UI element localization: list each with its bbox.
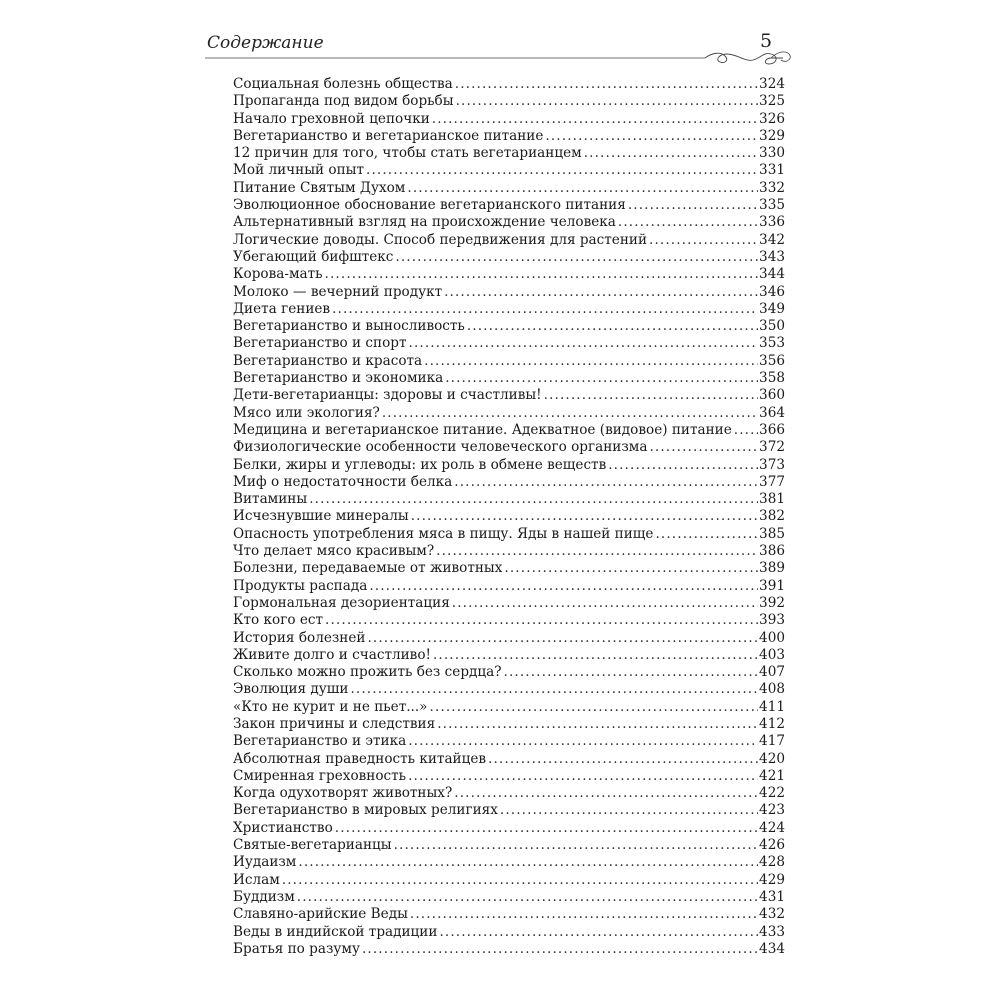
- toc-entry[interactable]: [233, 820, 785, 837]
- toc-entry-title: Альтернативный взгляд на происхождение человека: [233, 214, 616, 231]
- toc-dot-leader: [504, 560, 758, 577]
- toc-dot-leader: [411, 508, 758, 525]
- toc-dot-leader: [332, 301, 758, 318]
- toc-entry-page: 391: [759, 577, 785, 594]
- toc-entry-page: 422: [759, 785, 785, 802]
- running-header-title: Содержание: [207, 33, 324, 53]
- toc-entry-page: 372: [759, 439, 785, 456]
- toc-entry-title: Христианство: [233, 819, 333, 836]
- toc-dot-leader: [608, 457, 758, 474]
- toc-entry[interactable]: [233, 595, 785, 612]
- toc-dot-leader: [335, 820, 758, 837]
- toc-dot-leader: [409, 335, 759, 352]
- toc-entry[interactable]: [233, 249, 785, 266]
- toc-dot-leader: [456, 93, 758, 110]
- toc-entry-page: 329: [759, 127, 785, 144]
- toc-entry-page: 389: [759, 560, 785, 577]
- toc-entry-page: 358: [759, 370, 785, 387]
- toc-entry-page: 364: [759, 404, 785, 421]
- toc-entry-title: Эволюция души: [233, 681, 349, 698]
- toc-entry-title: Продукты распада: [233, 577, 368, 594]
- toc-entry-title: Веды в индийской традиции: [233, 923, 438, 940]
- toc-entry-page: 324: [759, 76, 785, 92]
- toc-entry-page: 350: [759, 318, 785, 335]
- toc-entry[interactable]: [233, 491, 785, 508]
- toc-entry[interactable]: [233, 837, 785, 854]
- toc-entry-title: Дети-вегетарианцы: здоровы и счастливы!: [233, 387, 542, 404]
- toc-entry-title: Корова-мать: [233, 266, 323, 283]
- toc-entry[interactable]: [233, 439, 785, 456]
- toc-dot-leader: [436, 543, 758, 560]
- toc-entry-page: 417: [759, 733, 785, 750]
- toc-entry-page: 386: [759, 543, 785, 560]
- toc-entry-title: Пропаганда под видом борьбы: [233, 93, 454, 110]
- toc-entry[interactable]: [233, 301, 785, 318]
- toc-entry-page: 411: [759, 698, 785, 715]
- toc-entry-page: 366: [759, 421, 785, 438]
- toc-entry-title: Ислам: [233, 871, 280, 888]
- toc-entry[interactable]: [233, 578, 785, 595]
- toc-dot-leader: [432, 111, 758, 128]
- toc-entry[interactable]: [233, 508, 785, 525]
- toc-entry-page: 349: [759, 300, 785, 317]
- toc-entry-title: Эволюционное обоснование вегетарианского питания: [233, 197, 626, 214]
- toc-entry[interactable]: [233, 232, 785, 249]
- toc-entry-page: 382: [759, 508, 785, 525]
- toc-entry[interactable]: [233, 335, 785, 352]
- toc-entry-title: Братья по разуму: [233, 940, 360, 957]
- toc-entry-page: 331: [759, 162, 785, 179]
- toc-entry[interactable]: [233, 197, 785, 214]
- toc-entry-title: Убегающий бифштекс: [233, 248, 394, 265]
- toc-dot-leader: [437, 716, 758, 733]
- toc-entry-page: 326: [759, 110, 785, 127]
- toc-entry-title: Белки, жиры и углеводы: их роль в обмене веществ: [233, 456, 607, 473]
- toc-entry[interactable]: [233, 214, 785, 231]
- toc-entry-page: 393: [759, 612, 785, 629]
- toc-dot-leader: [584, 145, 758, 162]
- toc-entry-page: 392: [759, 594, 785, 611]
- toc-dot-leader: [309, 491, 758, 508]
- toc-dot-leader: [395, 249, 758, 266]
- toc-dot-leader: [433, 647, 758, 664]
- toc-entry-title: Иудаизм: [233, 854, 297, 871]
- toc-dot-leader: [366, 162, 758, 179]
- toc-dot-leader: [545, 128, 758, 145]
- toc-entry-page: 330: [759, 145, 785, 162]
- toc-dot-leader: [649, 439, 758, 456]
- toc-entry[interactable]: [233, 906, 785, 923]
- toc-entry[interactable]: [233, 612, 785, 629]
- toc-entry-page: 433: [759, 923, 785, 940]
- toc-entry-page: 325: [759, 93, 785, 110]
- toc-entry-title: Мясо или экология?: [233, 404, 380, 421]
- toc-entry-page: 428: [759, 854, 785, 871]
- toc-entry-title: Буддизм: [233, 888, 295, 905]
- toc-entry-title: Вегетарианство и экономика: [233, 370, 444, 387]
- toc-entry-title: Витамины: [233, 491, 308, 508]
- toc-entry-page: 360: [759, 387, 785, 404]
- toc-entry[interactable]: [233, 543, 785, 560]
- toc-entry-title: Болезни, передаваемые от животных: [233, 560, 503, 577]
- toc-entry[interactable]: [233, 284, 785, 301]
- toc-entry-page: 342: [759, 231, 785, 248]
- toc-entry-page: 429: [759, 871, 785, 888]
- toc-entry[interactable]: [233, 664, 785, 681]
- toc-entry[interactable]: [233, 76, 785, 93]
- toc-entry-title: Начало греховной цепочки: [233, 110, 430, 127]
- toc-entry-title: Сколько можно прожить без сердца?: [233, 664, 502, 681]
- toc-dot-leader: [410, 906, 758, 923]
- toc-dot-leader: [408, 733, 758, 750]
- toc-entry-page: 353: [759, 335, 785, 352]
- toc-dot-leader: [407, 180, 758, 197]
- toc-entry-title: Что делает мясо красивым?: [233, 543, 435, 560]
- toc-dot-leader: [424, 353, 758, 370]
- toc-entry[interactable]: [233, 733, 785, 750]
- toc-entry[interactable]: [233, 560, 785, 577]
- toc-entry-title: Вегетарианство в мировых религиях: [233, 802, 498, 819]
- toc-entry-title: Питание Святым Духом: [233, 179, 406, 196]
- toc-entry-page: 356: [759, 352, 785, 369]
- toc-dot-leader: [655, 526, 758, 543]
- toc-entry-page: 343: [759, 248, 785, 265]
- toc-entry-title: Смиренная греховность: [233, 767, 407, 784]
- toc-entry-title: Молоко — вечерний продукт: [233, 283, 443, 300]
- toc-entry[interactable]: [233, 162, 785, 179]
- toc-entry-title: Вегетарианство и выносливость: [233, 318, 465, 335]
- toc-entry-title: Вегетарианство и вегетарианское питание: [233, 127, 544, 144]
- toc-entry[interactable]: [233, 128, 785, 145]
- toc-entry-page: 408: [759, 681, 785, 698]
- toc-dot-leader: [504, 664, 759, 681]
- toc-entry[interactable]: [233, 924, 785, 941]
- toc-entry-title: Вегетарианство и этика: [233, 733, 407, 750]
- toc-dot-leader: [544, 387, 758, 404]
- toc-entry-page: 432: [759, 906, 785, 923]
- toc-dot-leader: [439, 924, 758, 941]
- toc-dot-leader: [444, 284, 758, 301]
- toc-entry-page: 381: [759, 491, 785, 508]
- toc-entry-page: 344: [759, 266, 785, 283]
- toc-entry-title: Социальная болезнь общества: [233, 76, 453, 92]
- toc-entry-title: Кто кого ест: [233, 612, 324, 629]
- toc-dot-leader: [430, 699, 759, 716]
- toc-entry-page: 385: [759, 525, 785, 542]
- toc-entry[interactable]: [233, 387, 785, 404]
- toc-entry-title: Святые-вегетарианцы: [233, 837, 392, 854]
- toc-entry-page: 403: [759, 646, 785, 663]
- toc-dot-leader: [382, 405, 758, 422]
- toc-entry-title: Опасность употребления мяса в пищу. Яды в нашей пище: [233, 525, 654, 542]
- toc-dot-leader: [455, 76, 758, 93]
- toc-dot-leader: [445, 370, 758, 387]
- toc-dot-leader: [649, 232, 758, 249]
- toc-dot-leader: [325, 266, 759, 283]
- toc-entry[interactable]: [233, 647, 785, 664]
- toc-entry-title: Живите долго и счастливо!: [233, 646, 431, 663]
- toc-entry[interactable]: [233, 180, 785, 197]
- toc-dot-leader: [454, 785, 758, 802]
- toc-entry-title: Исчезнувшие минералы: [233, 508, 409, 525]
- toc-entry-page: 377: [759, 473, 785, 490]
- toc-dot-leader: [454, 474, 758, 491]
- toc-entry-page: 420: [759, 750, 785, 767]
- toc-entry-page: 434: [759, 940, 785, 957]
- toc-entry[interactable]: [233, 93, 785, 110]
- toc-dot-leader: [394, 837, 758, 854]
- toc-dot-leader: [734, 422, 758, 439]
- toc-entry-title: Медицина и вегетарианское питание. Адекватное (видовое) питание: [233, 421, 732, 438]
- toc-entry-title: Славяно-арийские Веды: [233, 906, 408, 923]
- toc-entry[interactable]: [233, 889, 785, 906]
- toc-entry-page: 346: [759, 283, 785, 300]
- toc-entry-page: 332: [759, 179, 785, 196]
- toc-dot-leader: [488, 751, 758, 768]
- header-flourish-rule: [205, 46, 795, 70]
- toc-dot-leader: [297, 889, 758, 906]
- toc-entry-page: 421: [759, 767, 785, 784]
- toc-dot-leader: [362, 941, 758, 958]
- toc-entry[interactable]: [233, 370, 785, 387]
- toc-entry-page: 412: [759, 715, 785, 732]
- toc-entry[interactable]: [233, 768, 785, 785]
- toc-entry[interactable]: [233, 405, 785, 422]
- toc-entry-title: Миф о недостаточности белка: [233, 473, 453, 490]
- toc-entry-title: Мой личный опыт: [233, 162, 365, 179]
- toc-entry[interactable]: [233, 681, 785, 698]
- toc-dot-leader: [452, 595, 758, 612]
- toc-entry[interactable]: [233, 751, 785, 768]
- toc-entry[interactable]: [233, 145, 785, 162]
- toc-entry-page: 407: [759, 664, 785, 681]
- toc-entry[interactable]: [233, 266, 785, 283]
- toc-entry[interactable]: [233, 716, 785, 733]
- toc-entry-title: 12 причин для того, чтобы стать вегетарианцем: [233, 145, 582, 162]
- toc-entry-title: Закон причины и следствия: [233, 715, 436, 732]
- toc-dot-leader: [467, 318, 758, 335]
- toc-entry-title: Когда одухотворят животных?: [233, 785, 453, 802]
- toc-dot-leader: [282, 872, 758, 889]
- toc-dot-leader: [325, 612, 758, 629]
- toc-entry-title: Физиологические особенности человеческого организма: [233, 439, 648, 456]
- toc-entry[interactable]: [233, 111, 785, 128]
- toc-entry[interactable]: [233, 353, 785, 370]
- toc-entry[interactable]: [233, 474, 785, 491]
- toc-entry-title: «Кто не курит и не пьет...»: [233, 698, 428, 715]
- toc-entry-title: Вегетарианство и спорт: [233, 335, 407, 352]
- toc-entry-page: 426: [759, 837, 785, 854]
- toc-entry-page: 336: [759, 214, 785, 231]
- toc-entry[interactable]: [233, 526, 785, 543]
- table-of-contents: [233, 76, 785, 958]
- toc-entry[interactable]: [233, 699, 785, 716]
- toc-entry-title: Гормональная дезориентация: [233, 594, 450, 611]
- toc-dot-leader: [628, 197, 758, 214]
- toc-entry[interactable]: [233, 318, 785, 335]
- toc-entry[interactable]: [233, 630, 785, 647]
- toc-entry[interactable]: [233, 785, 785, 802]
- toc-dot-leader: [350, 681, 758, 698]
- toc-dot-leader: [500, 802, 758, 819]
- toc-dot-leader: [408, 768, 758, 785]
- toc-entry-page: 335: [759, 197, 785, 214]
- toc-entry-page: 400: [759, 629, 785, 646]
- toc-dot-leader: [618, 214, 758, 231]
- toc-entry[interactable]: [233, 941, 785, 958]
- toc-dot-leader: [298, 854, 758, 871]
- toc-dot-leader: [367, 630, 758, 647]
- toc-entry[interactable]: [233, 854, 785, 871]
- toc-entry[interactable]: [233, 872, 785, 889]
- toc-entry[interactable]: [233, 422, 785, 439]
- page-number: 5: [760, 30, 773, 52]
- toc-entry-title: История болезней: [233, 629, 366, 646]
- toc-entry-page: 373: [759, 456, 785, 473]
- toc-entry-page: 424: [759, 819, 785, 836]
- toc-entry[interactable]: [233, 457, 785, 474]
- toc-entry-title: Логические доводы. Способ передвижения для растений: [233, 231, 648, 248]
- toc-entry-title: Диета гениев: [233, 300, 331, 317]
- toc-entry-title: Абсолютная праведность китайцев: [233, 750, 487, 767]
- toc-entry-title: Вегетарианство и красота: [233, 352, 423, 369]
- toc-entry-page: 431: [759, 888, 785, 905]
- toc-dot-leader: [369, 578, 758, 595]
- toc-entry-page: 423: [759, 802, 785, 819]
- toc-entry[interactable]: [233, 802, 785, 819]
